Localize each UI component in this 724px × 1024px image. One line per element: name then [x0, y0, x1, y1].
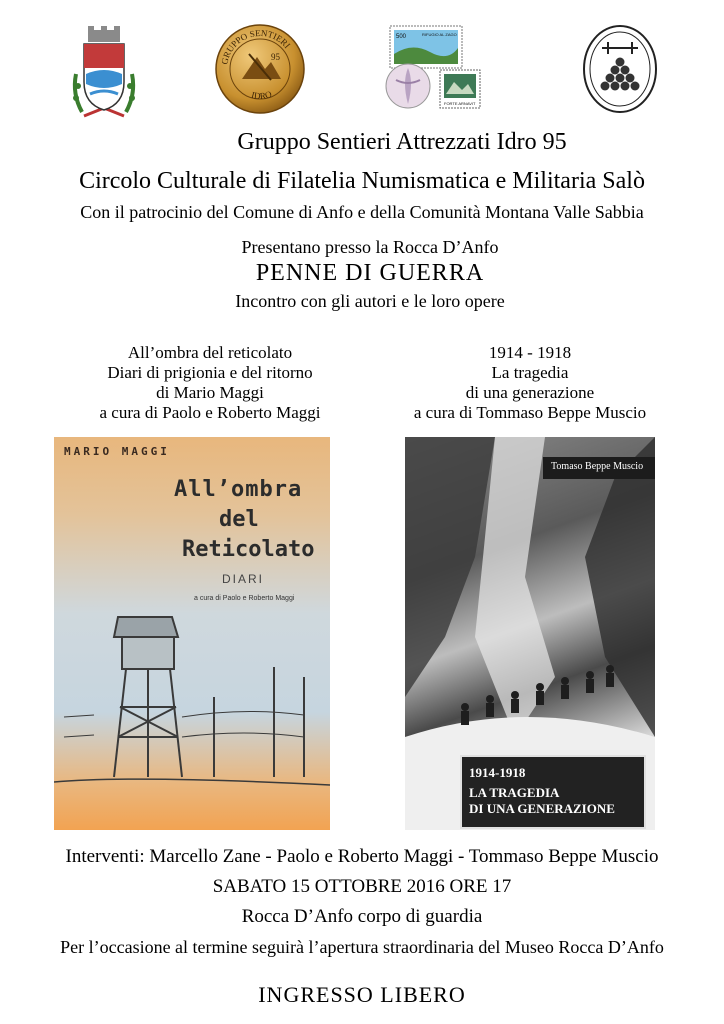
header-line-2: Circolo Culturale di Filatelia Numismatica e Militaria Salò [79, 168, 645, 194]
cover-1-kind: DIARI [222, 572, 265, 586]
book-2-subtitle: di una generazione [465, 383, 595, 402]
group-medal-icon [215, 24, 305, 114]
coat-of-arms-icon [68, 24, 140, 124]
book-2-caption [380, 343, 680, 423]
book-2-title: La tragedia [491, 363, 569, 382]
cover-1-title-line-1: All’ombra [174, 477, 303, 502]
svg-text:FORTE ARNAVIT: FORTE ARNAVIT [444, 101, 476, 106]
cover-2-title-line-1: LA TRAGEDIA [469, 785, 560, 800]
header-line-3: Con il patrocinio del Comune di Anfo e della Comunità Montana Valle Sabbia [80, 202, 644, 222]
cover-2-title-line-2: DI UNA GENERAZIONE [469, 801, 615, 816]
cover-1-curator: a cura di Paolo e Roberto Maggi [194, 595, 295, 602]
event-date: SABATO 15 OTTOBRE 2016 ORE 17 [212, 876, 512, 897]
event-subtitle: Incontro con gli autori e le loro opere [235, 291, 505, 311]
svg-text:500: 500 [396, 34, 407, 40]
book-1-cover [54, 437, 330, 830]
watchtower-illustration [54, 597, 330, 797]
cover-1-title-line-3: Reticolato [182, 537, 315, 562]
stamps-icon [382, 24, 486, 112]
cover-1-title-line-2: del [219, 507, 259, 532]
book-1-title: All’ombra del reticolato [127, 343, 293, 362]
book-2-curator: a cura di Tommaso Beppe Muscio [413, 403, 647, 422]
event-title: PENNE DI GUERRA [255, 260, 485, 286]
medal-bottom-text: IDRO [250, 88, 273, 102]
cover-2-years: 1914-1918 [469, 765, 526, 780]
book-1-subtitle: Diari di prigionia e del ritorno [107, 363, 313, 382]
cover-1-author: MARIO MAGGI [64, 445, 170, 458]
book-1-curator: a cura di Paolo e Roberto Maggi [99, 403, 321, 422]
free-entry: INGRESSO LIBERO [258, 982, 466, 1007]
event-note: Per l’occasione al termine seguirà l’apertura straordinaria del Museo Rocca D’Anfo [60, 937, 664, 957]
cover-2-author: Tomaso Beppe Muscio [551, 461, 644, 472]
event-place: Rocca D’Anfo corpo di guardia [241, 906, 483, 927]
book-1-author: di Mario Maggi [156, 383, 264, 402]
book-2-cover [405, 437, 655, 830]
header-line-4: Presentano presso la Rocca D’Anfo [241, 237, 499, 257]
header-line-1: Gruppo Sentieri Attrezzati Idro 95 [237, 129, 567, 155]
svg-text:RIFUGIO AL ZAGO: RIFUGIO AL ZAGO [422, 32, 457, 37]
medal-top-text: GRUPPO SENTIERI [219, 27, 293, 66]
interventions-line: Interventi: Marcello Zane - Paolo e Roberto Maggi - Tommaso Beppe Muscio [65, 846, 659, 867]
book-2-years: 1914 - 1918 [488, 343, 572, 362]
medal-number: 95 [271, 52, 280, 62]
cannonball-emblem-icon [582, 24, 658, 114]
book-1-caption [60, 343, 360, 423]
